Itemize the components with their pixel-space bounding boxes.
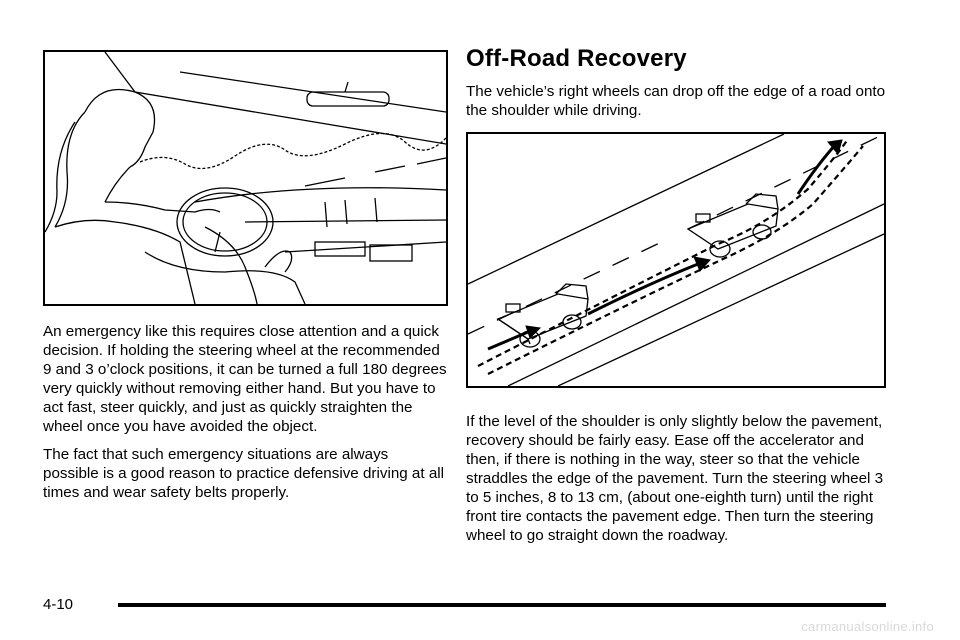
left-column: [43, 50, 448, 502]
off-road-recovery-illustration: [466, 132, 886, 388]
page-number: 4-10: [43, 596, 74, 613]
watermark: carmanualsonline.info: [801, 619, 934, 634]
footer-rule: [118, 603, 886, 607]
defensive-driving-paragraph: The fact that such emergency situations are always possible is a good reason to practice defensive driving at all times and wear safety belts properly.: [43, 446, 445, 501]
driver-steering-illustration: [43, 50, 448, 306]
recovery-paragraph: If the level of the shoulder is only slightly below the pavement, recovery should be fairly easy. Ease off the accelerator and then, if there is nothing in the way, steer so that the vehicle straddles the edge of the pavement. Turn the steering wheel 3 to 5 inches, 8 to 13 cm, (about one-eighth turn) until the right front tire contacts the pavement edge. Then turn the steering wheel to go straight down the roadway.: [466, 413, 884, 544]
emergency-paragraph: An emergency like this requires close attention and a quick decision. If holding the steering wheel at the recommended 9 and 3 o’clock positions, it can be turned a full 180 degrees very quickly without removing either hand. But you have to act fast, steer quickly, and just as quickly straighten the wheel once you have avoided the object.: [43, 323, 447, 435]
section-heading: Off-Road Recovery: [466, 45, 687, 72]
right-column: [466, 40, 886, 545]
intro-paragraph: The vehicle’s right wheels can drop off the edge of a road onto the shoulder while driving.: [466, 83, 886, 119]
